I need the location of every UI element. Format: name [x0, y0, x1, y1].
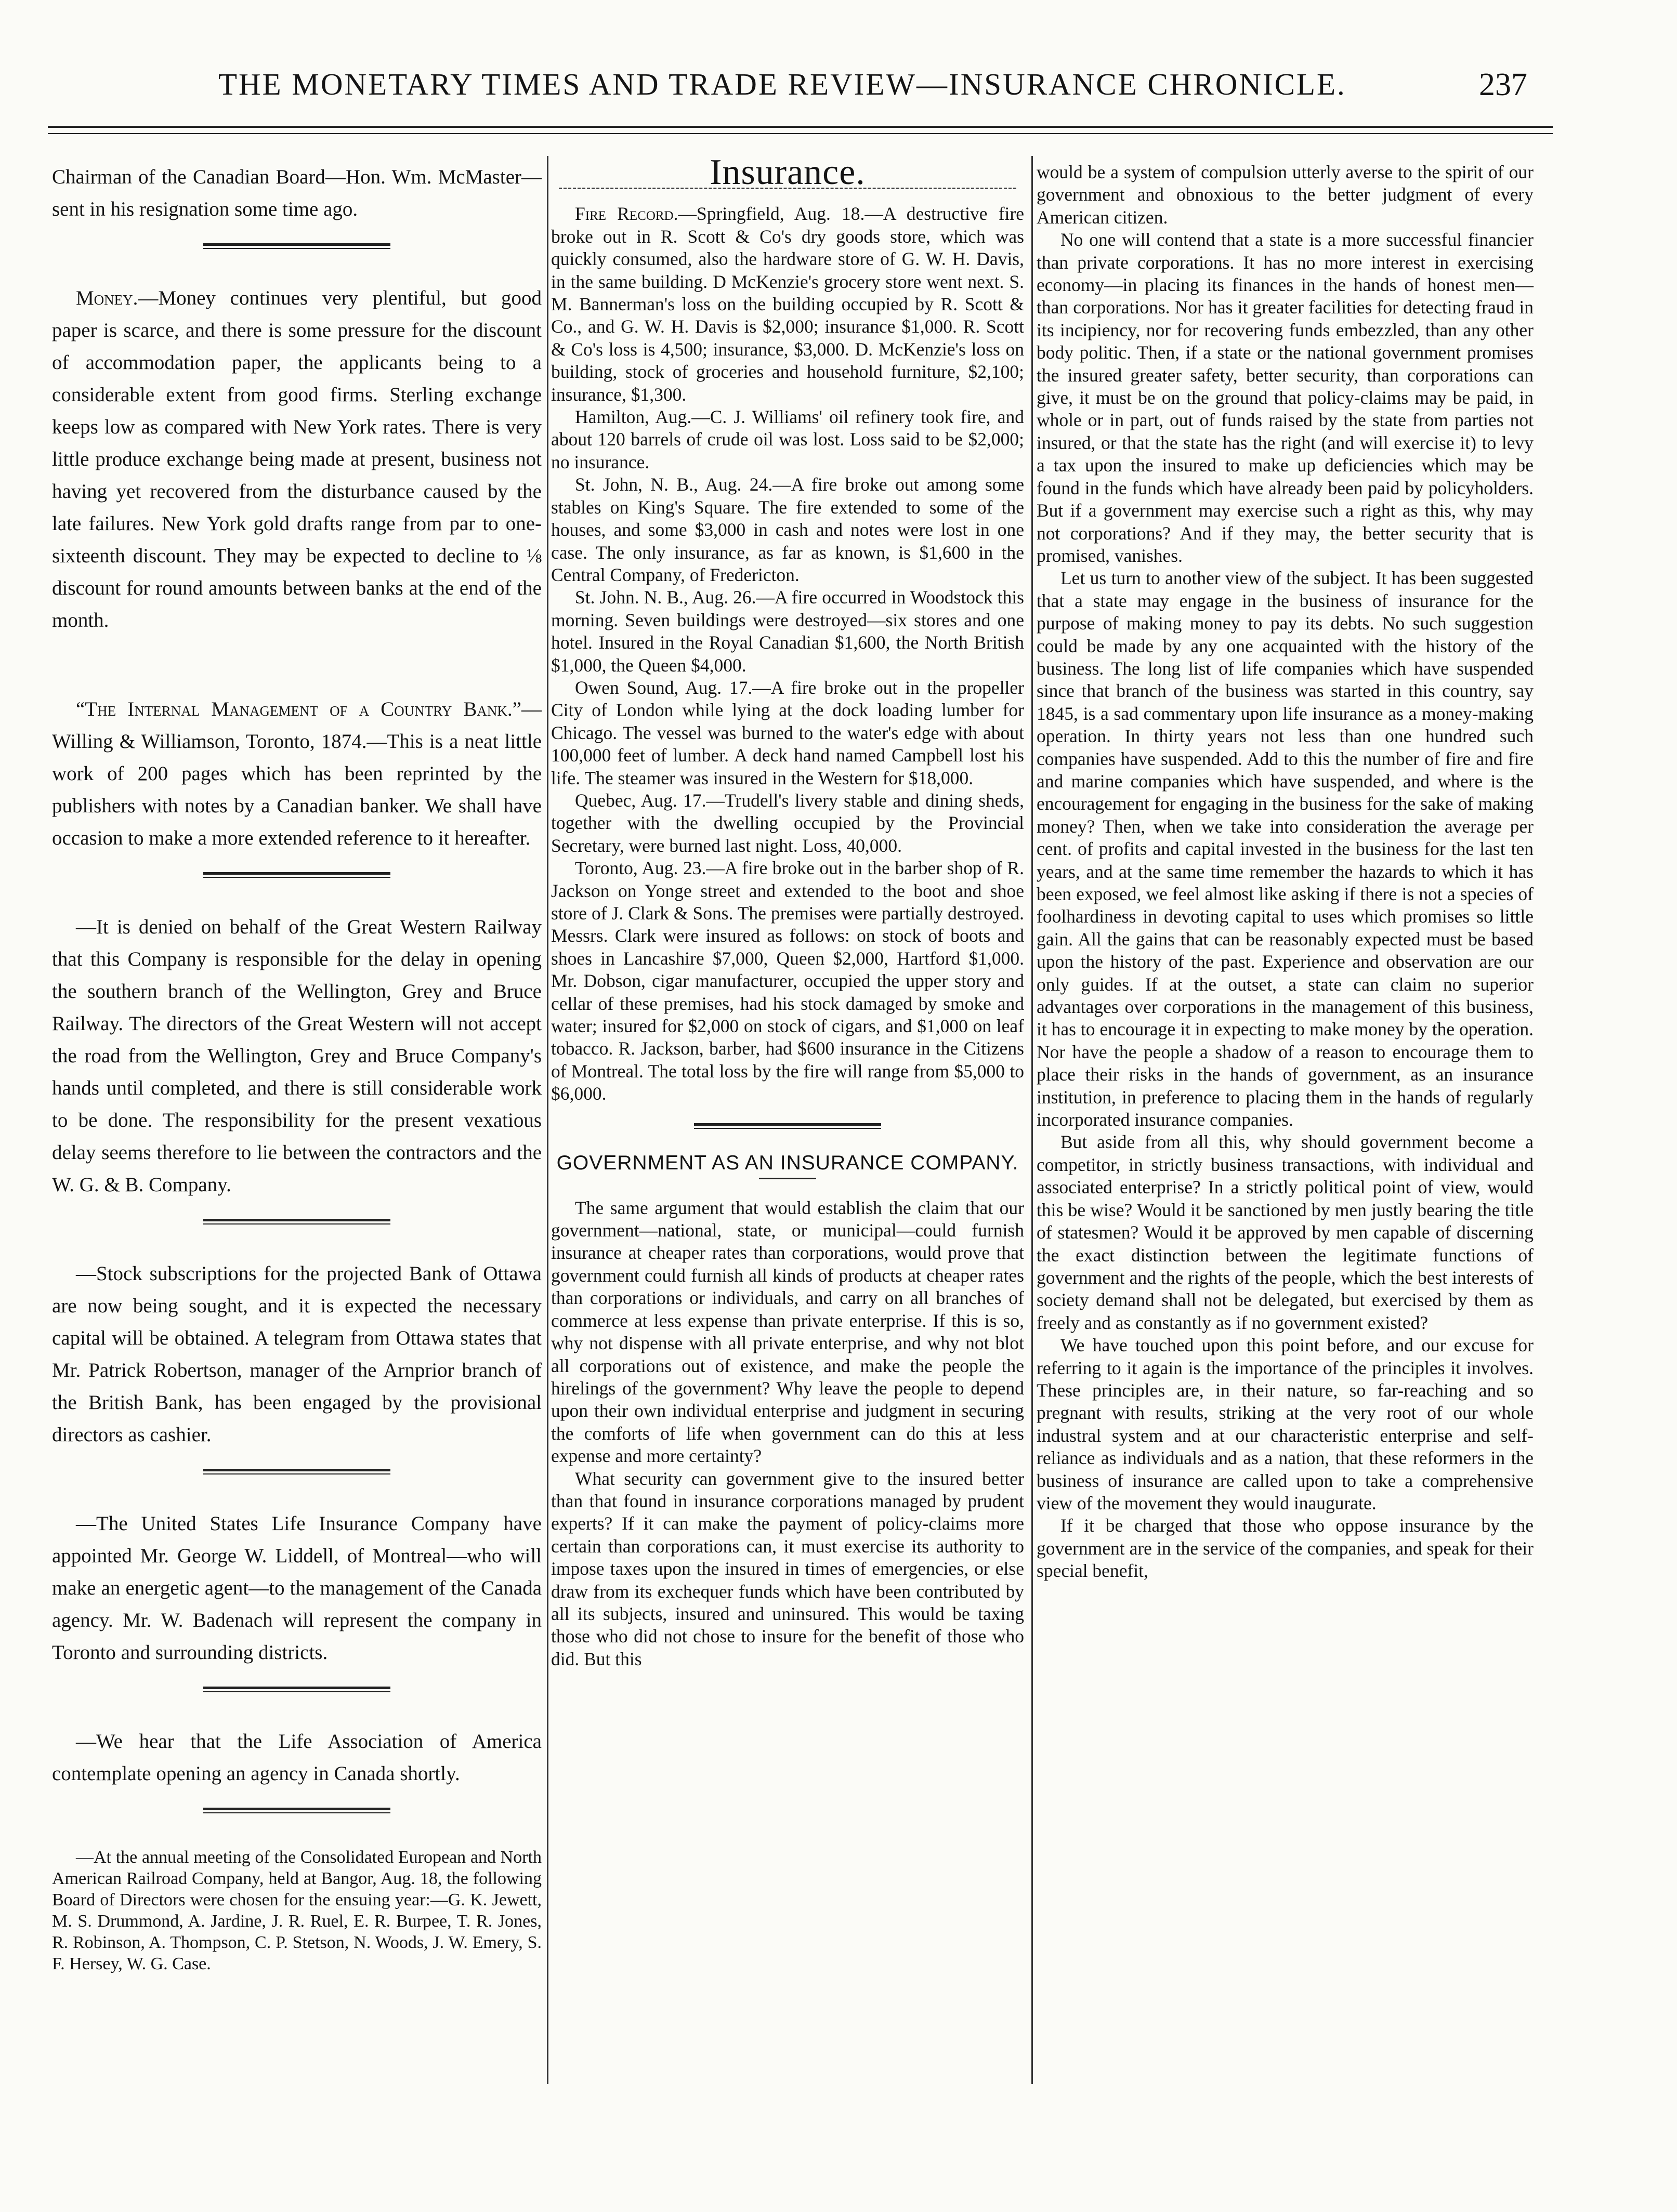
fire-owen-sound: Owen Sound, Aug. 17.—A fire broke out in the propeller City of London while lying at the dock loading lumber for Chicago. The vessel was burned to the water's edge with about 100,000 feet of lumber. A deck hand named Campbell lost his life. The steamer was insured in the Western for $18,000.: [551, 677, 1024, 788]
heading-short-rule: [759, 1178, 816, 1179]
paragraph-us-life: —The United States Life Insurance Company have appointed Mr. George W. Liddell, of Montreal—who will make an energetic agent—to the management of the Canada agency. Mr. W. Badenach will represent the company in Toronto and surrounding districts.: [52, 1512, 542, 1664]
column-middle: [551, 152, 1024, 1670]
fire-record-heading: Fire Record.: [575, 203, 678, 225]
money-body: —Money continues very plentiful, but good paper is scarce, and there is some pressure for the discount of accommodation paper, the applicants being to a considerable extent from good firms. Sterling exchange keeps low as compared with New York rates. There is very little produce exchange being made at present, business not having yet recovered from the disturbance caused by the late failures. New York gold drafts range from par to one-sixteenth discount. They may be expected to decline to ⅛ discount for round amounts between banks at the end of the month.: [52, 287, 542, 631]
government-paragraph-7: We have touched upon this point before, and our excuse for referring to it again is the importance of the principles it involves. These principles are, in their nature, so far-reaching and so pregnant with results, striking at the very root of our whole industral system and at our characteristic enterprise and self-reliance as individuals and as a nation, that these reformers in the business of insurance are called upon to take a comprehensive view of the movement they would inaugurate.: [1037, 1335, 1534, 1513]
book-heading: “The Internal Management of a Country Bank.”: [76, 698, 521, 720]
header-rule-thick: [48, 126, 1553, 128]
fire-quebec: Quebec, Aug. 17.—Trudell's livery stable and dining sheds, together with the dwelling occupied by the Provincial Secretary, were burned last night. Loss, 40,000.: [551, 789, 1024, 856]
fire-hamilton: Hamilton, Aug.—C. J. Williams' oil refinery took fire, and about 120 barrels of crude oil was lost. Loss said to be $2,000; no insurance.: [551, 406, 1024, 472]
running-head: THE MONETARY TIMES AND TRADE REVIEW—INSURANCE CHRONICLE.: [218, 67, 1346, 101]
book-body: —Willing & Williamson, Toronto, 1874.—This is a neat little work of 200 pages which has been reprinted by the publishers with notes by a Canadian banker. We shall have occasion to make a more extended reference to it hereafter.: [52, 698, 542, 849]
fire-record-springfield: [551, 203, 1024, 406]
separator-rule: [203, 872, 390, 878]
government-paragraph-4: No one will contend that a state is a more successful financier than private corporations. It has no more interest in exercising economy—in placing its finances in the hands of honest men—than corporations. Nor has it greater facilities for detecting fraud in its incipiency, nor for recovering funds embezzled, than any other body politic. Then, if a state or the national government promises the insured greater safety, better security, than corporations can give, it must be on the ground that policy-claims may be paid, in whole or in part, out of funds raised by the state from parties not insured, or that the state has the right (and will exercise it) to levy a tax upon the insured to make up deficiencies which may be found in the funds which have already been paid by policyholders. But if a government may exercise such a right as this, why may not corporations? And if they may, the better security that is promised, vanishes.: [1037, 229, 1534, 566]
government-paragraph-5: Let us turn to another view of the subject. It has been suggested that a state may engage in the business of insurance for the purpose of making money to pay its debts. No such suggestion could be made by any one acquainted with the history of the business. The long list of life companies which have suspended since that branch of the business was started in this country, say 1845, is a sad commentary upon life insurance as a money-making operation. In thirty years not less than one hundred such companies have suspended. Add to this the number of fire and fire and marine companies which have suspended, and where is the encouragement for engaging in the business for the sake of making money? Then, when we take into consideration the average per cent. of profits and capital invested in the business for the last ten years, and at the same time remember the hazards to which it has been exposed, we feel almost like asking if there is not a species of foolhardiness in devoting capital to uses which promises so little gain. All the gains that can be reasonably expected must be based upon the history of the past. Experience and observation are our only guides. If at the outset, a state can claim no superior advantages over corporations in the management of this business, it has to encourage it in expecting to make money by the operation. Nor have the people a shadow of a reason to encourage them to place their risks in the hands of government, as an insurance institution, in preference to placing them in the hands of regularly incorporated insurance companies.: [1037, 568, 1534, 1130]
fire-toronto: Toronto, Aug. 23.—A fire broke out in the barber shop of R. Jackson on Yonge street and extended to the boot and shoe store of J. Clark & Sons. The premises were partially destroyed. Messrs. Clark were insured as follows: on stock of boots and shoes in Lancashire $7,000, Queen $2,000, Hartford $1,000. Mr. Dobson, cigar manufacturer, occupied the upper story and cellar of these premises, had his stock damaged by smoke and water; insured for $2,000 on stock of cigars, and $1,000 on leaf tobacco. R. Jackson, barber, had $600 insurance in the Citizens of Montreal. The total loss by the fire will range from $5,000 to $6,000.: [551, 858, 1024, 1104]
paragraph-bank-of-ottawa: —Stock subscriptions for the projected Bank of Ottawa are now being sought, and it is expected the necessary capital will be obtained. A telegram from Ottawa states that Mr. Patrick Robertson, manager of the Arnprior branch of the British Bank, has been engaged by the provisional directors as cashier.: [52, 1262, 542, 1446]
separator-rule: [203, 1219, 390, 1224]
separator-rule: [203, 1469, 390, 1474]
header-rule-thin: [48, 133, 1553, 134]
paragraph-money: [52, 282, 542, 637]
paragraph-chairman: Chairman of the Canadian Board—Hon. Wm. McMaster—sent in his resignation some time ago.: [52, 166, 542, 220]
paragraph-great-western: —It is denied on behalf of the Great Western Railway that this Company is responsible for the delay in opening the southern branch of the Wellington, Grey and Bruce Railway. The directors of the Great Western will not accept the road from the Wellington, Grey and Bruce Company's hands until completed, and there is still considerable work to be done. The responsibility for the present vexatious delay seems therefore to lie between the contractors and the W. G. & B. Company.: [52, 916, 542, 1196]
paragraph-internal-management: [52, 693, 542, 854]
separator-rule: [203, 243, 390, 249]
fire-record-body: —Springfield, Aug. 18.—A destructive fire broke out in R. Scott & Co's dry goods store, which was quickly consumed, also the hardware store of G. W. H. Davis, in the same building. D McKenzie's grocery store went next. S. M. Bannerman's loss on the building occupied by R. Scott & Co., and G. W. H. Davis is $2,000; insurance $1,000. R. Scott & Co's loss is 4,500; insurance, $3,000. D. McKenzie's loss on building, stock of groceries and household furniture, $2,100; insurance, $1,300.: [551, 203, 1024, 405]
fire-st-john-24: St. John, N. B., Aug. 24.—A fire broke out among some stables on King's Square. The fire extended to some of the houses, and some $3,000 in cash and notes were lost in one case. The only insurance, as far as known, is $1,600 in the Central Company, of Fredericton.: [551, 474, 1024, 585]
separator-rule: [203, 1808, 390, 1813]
money-heading: Money.: [76, 287, 138, 309]
separator-rule: [203, 1687, 390, 1692]
government-paragraph-1: The same argument that would establish the claim that our government—national, state, or municipal—could furnish insurance at cheaper rates than corporations, would prove that government could furnish all kinds of products at cheaper rates than corporations or individuals, and carry on all branches of commerce at less expense than private enterprise. If this is so, why not dispense with all private enterprise, and why not blot all corporations out of existence, and make the people the hirelings of the government? Why leave the people to depend upon their own individual enterprise and judgment in securing the comforts of life when government can do this at less expense and more certainty?: [551, 1197, 1024, 1467]
column-right: [1037, 161, 1534, 1583]
column-left: [52, 161, 542, 1974]
section-title-insurance: Insurance.: [710, 152, 866, 192]
separator-rule: [694, 1123, 881, 1129]
paragraph-life-association: —We hear that the Life Association of America contemplate opening an agency in Canada shortly.: [52, 1730, 542, 1785]
article-heading-government: GOVERNMENT AS AN INSURANCE COMPANY.: [556, 1151, 1019, 1174]
government-paragraph-3: would be a system of compulsion utterly averse to the spirit of our government and obnoxious to the better judgment of every American citizen.: [1037, 162, 1534, 228]
fire-st-john-26: St. John. N. B., Aug. 26.—A fire occurred in Woodstock this morning. Seven buildings were destroyed—six stores and one hotel. Insured in the Royal Canadian $1,600, the North British $1,000, the Queen $4,000.: [551, 587, 1024, 676]
page-number: 237: [1479, 67, 1527, 102]
column-divider-2: [1031, 156, 1033, 2084]
column-divider-1: [547, 156, 548, 2084]
government-paragraph-8: If it be charged that those who oppose insurance by the government are in the service of the companies, and speak for their special benefit,: [1037, 1515, 1534, 1582]
government-paragraph-6: But aside from all this, why should government become a competitor, in strictly business transactions, with individual and associated enterprise? In a strictly political point of view, would this be wise? Would it be sanctioned by men justly bearing the title of statesmen? Would it be approved by men capable of discerning the exact distinction between the legitimate functions of government and the rights of the people, which the best interests of society demand shall not be delegated, but exercised by them as freely and as constantly as if no government existed?: [1037, 1131, 1534, 1333]
paragraph-railroad: —At the annual meeting of the Consolidated European and North American Railroad Company, held at Bangor, Aug. 18, the following Board of Directors were chosen for the ensuing year:—G. K. Jewett, M. S. Drummond, A. Jardine, J. R. Ruel, E. R. Burpee, T. R. Jones, R. Robinson, A. Thompson, C. P. Stetson, N. Woods, J. W. Emery, S. F. Hersey, W. G. Case.: [52, 1848, 542, 1973]
government-paragraph-2: What security can government give to the insured better than that found in insurance corporations managed by prudent experts? If it can make the payment of policy-claims more certain than corporations can, it must exercise its authority to impose taxes upon the insured in times of emergencies, or else draw from its exchequer funds which have been contributed by all its subjects, insured and uninsured. This would be taxing those who did not chose to insure for the benefit of those who did. But this: [551, 1468, 1024, 1669]
